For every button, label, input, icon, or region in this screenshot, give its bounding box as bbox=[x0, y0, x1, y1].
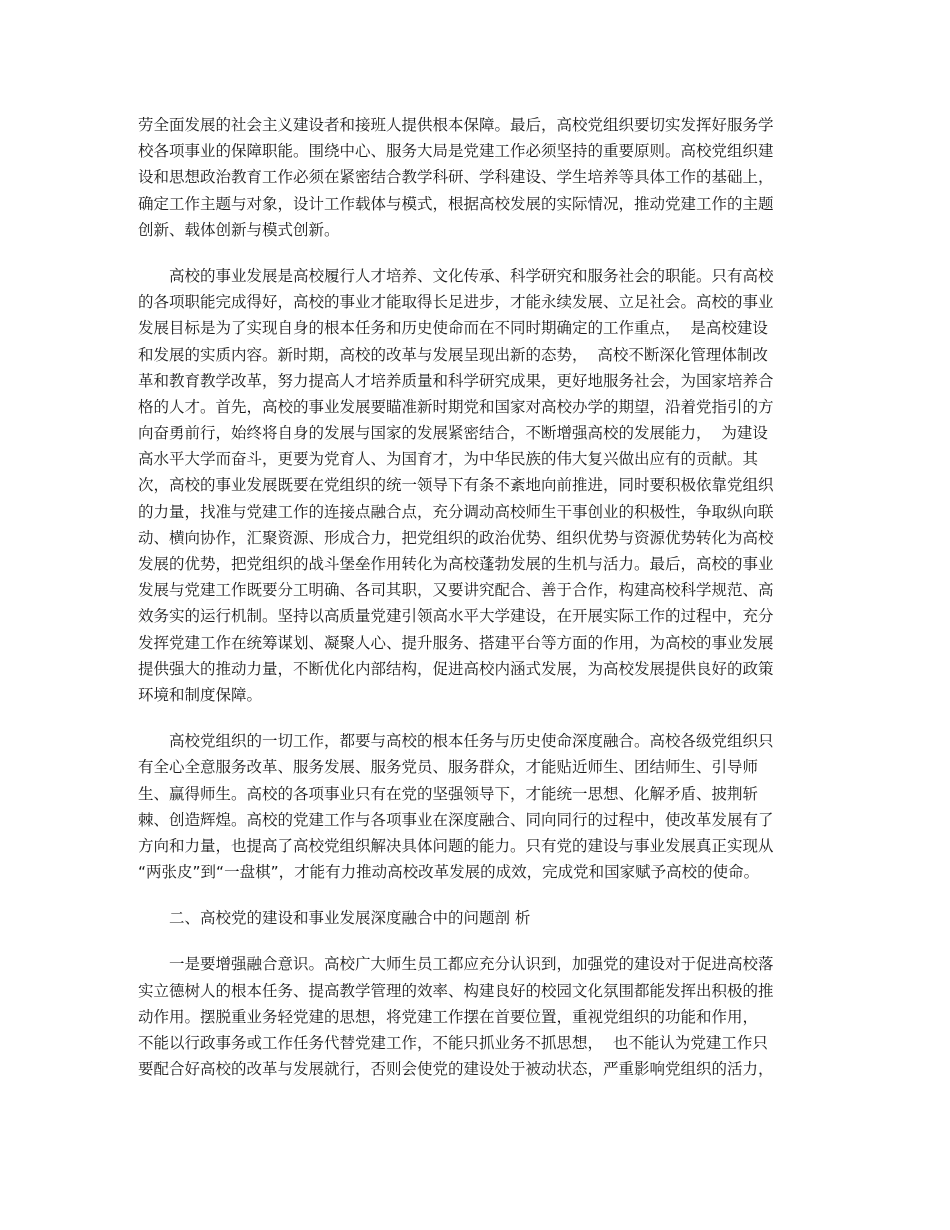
text-line: 高校的事业发展是高校履行人才培养、文化传承、科学研究和服务社会的职能。只有高校 bbox=[138, 266, 774, 285]
text-line: 发展目标是为了实现自身的根本任务和历史使命而在不同时期确定的工作重点， 是高校建设 bbox=[138, 319, 768, 338]
text-line: 棘、创造辉煌。高校的党建工作与各项事业在深度融合、同向同行的过程中，使改革发展有了 bbox=[138, 810, 774, 829]
text-line: 二、高校党的建设和事业发展深度融合中的问题剖 析 bbox=[138, 909, 531, 928]
paragraph bbox=[138, 112, 814, 243]
text-line: 格的人才。首先，高校的事业发展要瞄准新时期党和国家对高校办学的期望，沿着党指引的方 bbox=[138, 397, 774, 416]
text-line: 革和教育教学改革，努力提高人才培养质量和科学研究成果，更好地服务社会，为国家培养合 bbox=[138, 371, 774, 390]
text-line: 实立德树人的根本任务、提高教学管理的效率、构建良好的校园文化氛围都能发挥出积极的推 bbox=[138, 981, 774, 1000]
text-line: 确定工作主题与对象，设计工作载体与模式，根据高校发展的实际情况，推动党建工作的主题 bbox=[138, 194, 774, 213]
text-line: 发展与党建工作既要分工明确、各司其职，又要讲究配合、善于合作，构建高校科学规范、高 bbox=[138, 581, 774, 600]
text-line: 一是要增强融合意识。高校广大师生员工都应充分认识到，加强党的建设对于促进高校落 bbox=[138, 955, 774, 974]
document-body bbox=[138, 112, 814, 1102]
text-line: 发展的优势，把党组织的战斗堡垒作用转化为高校蓬勃发展的生机与活力。最后，高校的事业 bbox=[138, 555, 774, 573]
text-line: 向奋勇前行，始终将自身的发展与国家的发展紧密结合，不断增强高校的发展能力， 为建设 bbox=[138, 424, 768, 443]
section-heading bbox=[138, 905, 814, 931]
text-line: 不能以行政事务或工作任务代替党建工作，不能只抓业务不抓思想， 也不能认为党建工作只 bbox=[138, 1034, 768, 1052]
text-line: 和发展的实质内容。新时期，高校的改革与发展呈现出新的态势， 高校不断深化管理体制改 bbox=[138, 345, 768, 364]
text-line: 要配合好高校的改革与发展就行，否则会使党的建设处于被动状态，严重影响党组织的活力， bbox=[138, 1060, 774, 1079]
text-line: 环境和制度保障。 bbox=[138, 685, 263, 704]
text-line: 生、赢得师生。高校的各项事业只有在党的坚强领导下，才能统一思想、化解矛盾、披荆斩 bbox=[138, 784, 759, 803]
text-line: 有全心全意服务改革、服务发展、服务党员、服务群众，才能贴近师生、团结师生、引导师 bbox=[138, 758, 759, 777]
text-line: 方向和力量，也提高了高校党组织解决具体问题的能力。只有党的建设与事业发展真正实现从 bbox=[138, 836, 774, 855]
text-line: “两张皮”到“一盘棋”，才能有力推动高校改革发展的成效，完成党和国家赋予高校的使命。 bbox=[138, 863, 760, 882]
text-line: 劳全面发展的社会主义建设者和接班人提供根本保障。最后，高校党组织要切实发挥好服务学 bbox=[138, 116, 774, 134]
text-line: 校各项事业的保障职能。围绕中心、服务大局是党建工作必须坚持的重要原则。高校党组织建 bbox=[138, 142, 774, 161]
text-line: 发挥党建工作在统筹谋划、凝聚人心、提升服务、搭建平台等方面的作用，为高校的事业发展 bbox=[138, 633, 774, 652]
text-line: 高校党组织的一切工作，都要与高校的根本任务与历史使命深度融合。高校各级党组织只 bbox=[138, 732, 774, 751]
paragraph bbox=[138, 263, 814, 708]
text-line: 次，高校的事业发展既要在党组织的统一领导下有条不紊地向前推进，同时要积极依靠党组织 bbox=[138, 476, 774, 495]
text-line: 动、横向协作，汇聚资源、形成合力，把党组织的政治优势、组织优势与资源优势转化为高校 bbox=[138, 528, 774, 547]
paragraph bbox=[138, 728, 814, 885]
text-line: 的力量，找准与党建工作的连接点融合点，充分调动高校师生干事创业的积极性，争取纵向联 bbox=[138, 502, 774, 521]
text-line: 设和思想政治教育工作必须在紧密结合教学科研、学科建设、学生培养等具体工作的基础上， bbox=[138, 168, 774, 187]
text-line: 效务实的运行机制。坚持以高质量党建引领高水平大学建设，在开展实际工作的过程中，充分 bbox=[138, 607, 774, 626]
text-line: 动作用。摆脱重业务轻党建的思想，将党建工作摆在首要位置，重视党组织的功能和作用， bbox=[138, 1007, 759, 1026]
text-line: 提供强大的推动力量，不断优化内部结构，促进高校内涵式发展，为高校发展提供良好的政策 bbox=[138, 659, 774, 678]
paragraph bbox=[138, 951, 814, 1082]
text-line: 的各项职能完成得好，高校的事业才能取得长足进步，才能永续发展、立足社会。高校的事业 bbox=[138, 293, 774, 312]
text-line: 创新、载体创新与模式创新。 bbox=[138, 220, 340, 239]
text-line: 高水平大学而奋斗，更要为党育人、为国育才，为中华民族的伟大复兴做出应有的贡献。其 bbox=[138, 450, 759, 469]
